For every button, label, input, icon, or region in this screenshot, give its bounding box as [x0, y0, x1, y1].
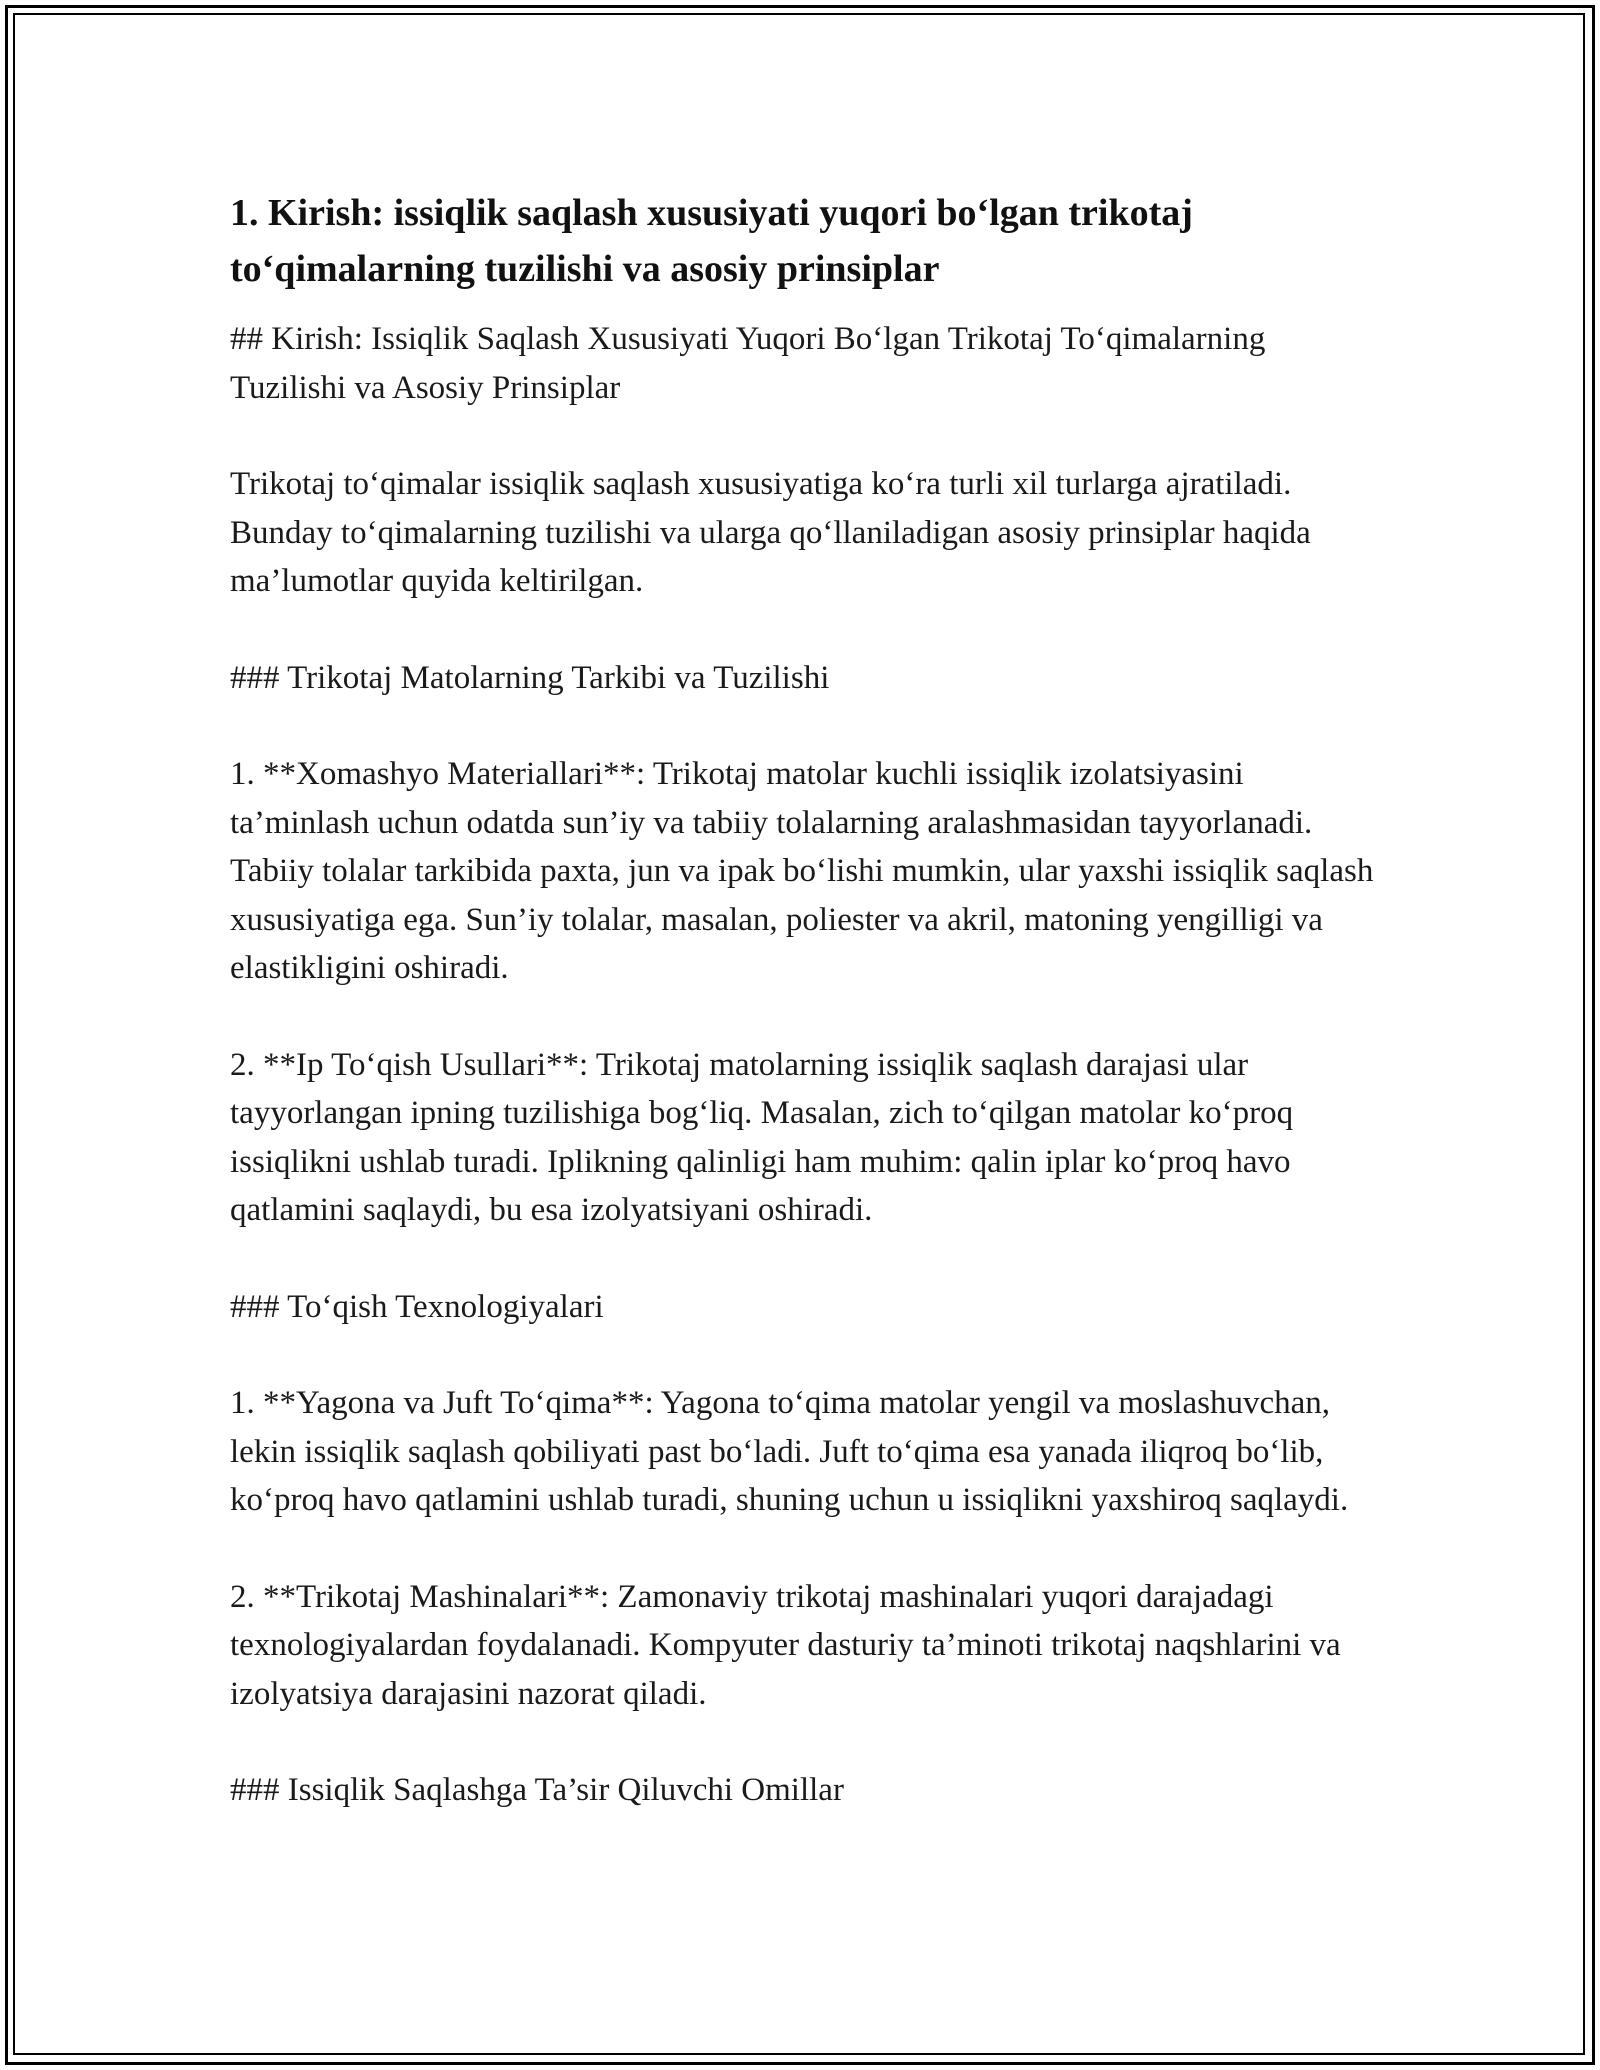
document-body	[230, 185, 1380, 1815]
intro-paragraph: Trikotaj to‘qimalar issiqlik saqlash xususiyatiga ko‘ra turli xil turlarga ajratiladi. Bunday to‘qimalarning tuzilishi va ularga qo‘llaniladigan asosiy prinsiplar haqida ma’lumotlar quyida keltirilgan.	[230, 466, 1311, 599]
list-item-single-double-knit: 1. **Yagona va Juft To‘qima**: Yagona to‘qima matolar yengil va moslashuvchan, lekin issiqlik saqlash qobiliyati past bo‘ladi. Juft to‘qima esa yanada iliqroq bo‘lib, ko‘proq havo qatlamini ushlab turadi, shuning uchun u issiqlikni yaxshiroq saqlaydi.	[230, 1385, 1349, 1518]
section-heading-composition: ### Trikotaj Matolarning Tarkibi va Tuzilishi	[230, 659, 830, 696]
section-heading-factors: ### Issiqlik Saqlashga Ta’sir Qiluvchi Omillar	[230, 1772, 844, 1808]
list-item-yarn-methods: 2. **Ip To‘qish Usullari**: Trikotaj matolarning issiqlik saqlash darajasi ular tayyorlangan ipning tuzilishiga bog‘liq. Masalan, zich to‘qilgan matolar ko‘proq issiqlikni ushlab turadi. Iplikning qalinligi ham muhim: qalin iplar ko‘proq havo qatlamini saqlaydi, bu esa izolyatsiyani oshiradi.	[230, 1046, 1294, 1228]
list-item-raw-materials: 1. **Xomashyo Materiallari**: Trikotaj matolar kuchli issiqlik izolatsiyasini ta’minlash uchun odatda sun’iy va tabiiy tolalarning aralashmasidan tayyorlanadi. Tabiiy tolalar tarkibida paxta, jun va ipak bo‘lishi mumkin, ular yaxshi issiqlik saqlash xususiyatiga ega. Sun’iy tolalar, masalan, poliester va akril, matoning yengilligi va elastikligini oshiradi.	[230, 756, 1374, 986]
list-item-knitting-machines: 2. **Trikotaj Mashinalari**: Zamonaviy trikotaj mashinalari yuqori darajadagi texnologiyalardan foydalanadi. Kompyuter dasturiy ta’minoti trikotaj naqshlarini va izolyatsiya darajasini nazorat qiladi.	[230, 1578, 1341, 1712]
section-heading-technologies: ### To‘qish Texnologiyalari	[230, 1288, 604, 1325]
subtitle-heading: ## Kirish: Issiqlik Saqlash Xususiyati Yuqori Bo‘lgan Trikotaj To‘qimalarning Tuzilishi va Asosiy Prinsiplar	[230, 321, 1266, 406]
document-title: 1. Kirish: issiqlik saqlash xususiyati yuqori bo‘lgan trikotaj to‘qimalarning tuzilishi va asosiy prinsiplar	[230, 192, 1193, 290]
